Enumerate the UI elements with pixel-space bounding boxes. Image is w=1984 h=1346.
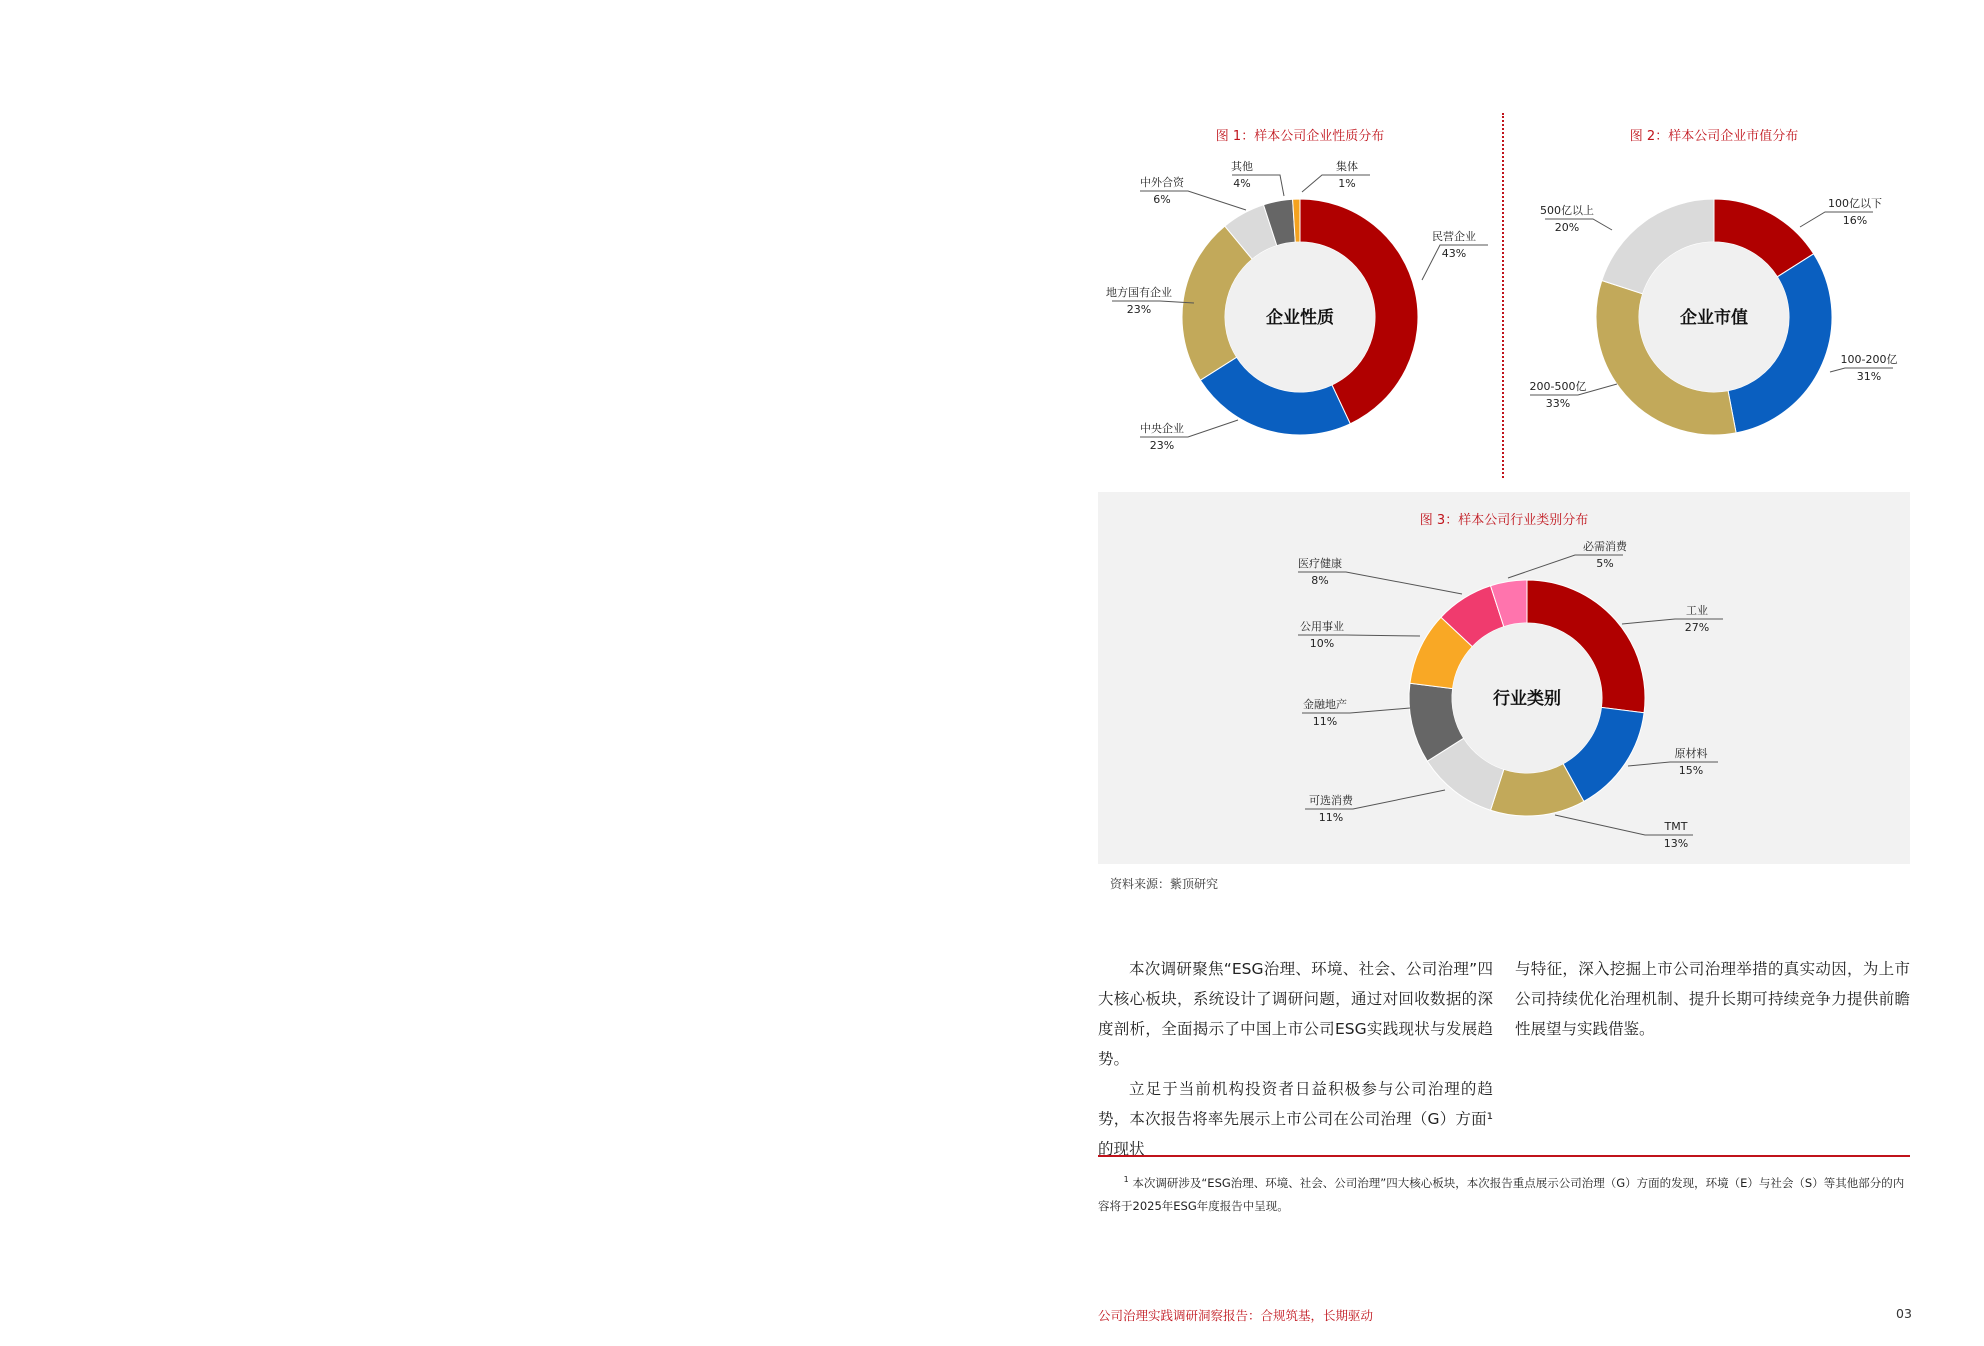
body-paragraph-2: 立足于当前机构投资者日益积极参与公司治理的趋势，本次报告将率先展示上市公司在公司治理（G）方面¹的现状: [1098, 1080, 1493, 1158]
fig1-leader-5: [1302, 175, 1370, 192]
fig1-label-value-0: 43%: [1441, 247, 1467, 260]
fig1-label-name-0: 民营企业: [1432, 230, 1476, 243]
fig2-label-value-1: 31%: [1856, 370, 1882, 383]
fig1-label-name-1: 中央企业: [1140, 422, 1184, 435]
fig1-center-label: 企业性质: [1266, 308, 1334, 328]
fig3-label-name-6: 医疗健康: [1298, 557, 1342, 570]
fig1-label-value-3: 6%: [1153, 193, 1171, 206]
fig3-label-name-2: TMT: [1664, 820, 1688, 833]
page-number: 03: [1896, 1306, 1912, 1321]
running-title: 公司治理实践调研洞察报告：合规筑基，长期驱动: [1098, 1308, 1374, 1323]
fig1-label-name-2: 地方国有企业: [1106, 286, 1172, 299]
footnote-mark: 1: [1123, 1175, 1129, 1184]
fig3-label-name-1: 原材料: [1674, 747, 1708, 760]
body-paragraph-3: 与特征，深入挖掘上市公司治理举措的真实动因，为上市公司持续优化治理机制、提升长期可持续竞争力提供前瞻性展望与实践借鉴。: [1515, 960, 1910, 1038]
fig1-label-name-3: 中外合资: [1140, 176, 1184, 189]
fig1-label-value-2: 23%: [1126, 303, 1152, 316]
fig2-title: 图 2：样本公司企业市值分布: [1629, 129, 1799, 144]
fig1-label-value-4: 4%: [1233, 177, 1251, 190]
body-column-right: [1515, 954, 1910, 1044]
fig3-label-value-5: 10%: [1309, 637, 1335, 650]
fig3-label-name-0: 工业: [1686, 604, 1708, 617]
fig3-label-value-0: 27%: [1684, 621, 1710, 634]
fig3-label-value-7: 5%: [1596, 557, 1614, 570]
fig3-center-label: 行业类别: [1493, 689, 1561, 709]
fig3-label-name-4: 金融地产: [1303, 698, 1347, 711]
fig3-label-value-1: 15%: [1678, 764, 1704, 777]
fig3-leader-5: [1298, 635, 1420, 636]
fig2-label-name-1: 100-200亿: [1840, 353, 1898, 366]
fig2-label-name-2: 200-500亿: [1529, 380, 1587, 393]
source-note: 资料来源：紫顶研究: [1110, 877, 1219, 891]
fig2-label-name-3: 500亿以上: [1540, 204, 1594, 217]
fig3-label-value-4: 11%: [1312, 715, 1338, 728]
footnote-text: 本次调研涉及“ESG治理、环境、社会、公司治理”四大核心板块，本次报告重点展示公司治理（G）方面的发现，环境（E）与社会（S）等其他部分的内容将于2025年ESG年度报告中呈现。: [1098, 1175, 1905, 1213]
fig1-label-value-5: 1%: [1338, 177, 1356, 190]
fig2-center-label: 企业市值: [1680, 308, 1748, 328]
fig2-label-value-2: 33%: [1545, 397, 1571, 410]
fig3-label-name-3: 可选消费: [1309, 794, 1353, 807]
body-paragraph-1: 本次调研聚焦“ESG治理、环境、社会、公司治理”四大核心板块，系统设计了调研问题，通过对回收数据的深度剖析，全面揭示了中国上市公司ESG实践现状与发展趋势。: [1098, 960, 1493, 1068]
fig3-label-name-7: 必需消费: [1583, 540, 1627, 553]
fig3-title: 图 3：样本公司行业类别分布: [1419, 513, 1589, 528]
fig3-label-value-6: 8%: [1311, 574, 1329, 587]
fig3-label-name-5: 公用事业: [1300, 620, 1344, 633]
fig1-label-name-4: 其他: [1231, 160, 1253, 173]
fig2-label-name-0: 100亿以下: [1828, 197, 1882, 210]
fig3-leader-1: [1628, 762, 1718, 766]
fig1-title: 图 1：样本公司企业性质分布: [1215, 129, 1385, 144]
fig2-label-value-0: 16%: [1842, 214, 1868, 227]
body-column-left: [1098, 954, 1493, 1164]
fig3-label-value-2: 13%: [1663, 837, 1689, 850]
footnote-rule: [1098, 1155, 1910, 1157]
fig1-leader-2: [1112, 301, 1194, 303]
fig1-label-name-5: 集体: [1336, 160, 1358, 173]
fig1-label-value-1: 23%: [1149, 439, 1175, 452]
fig2-label-value-3: 20%: [1554, 221, 1580, 234]
fig3-label-value-3: 11%: [1318, 811, 1344, 824]
footnote: [1098, 1168, 1910, 1218]
